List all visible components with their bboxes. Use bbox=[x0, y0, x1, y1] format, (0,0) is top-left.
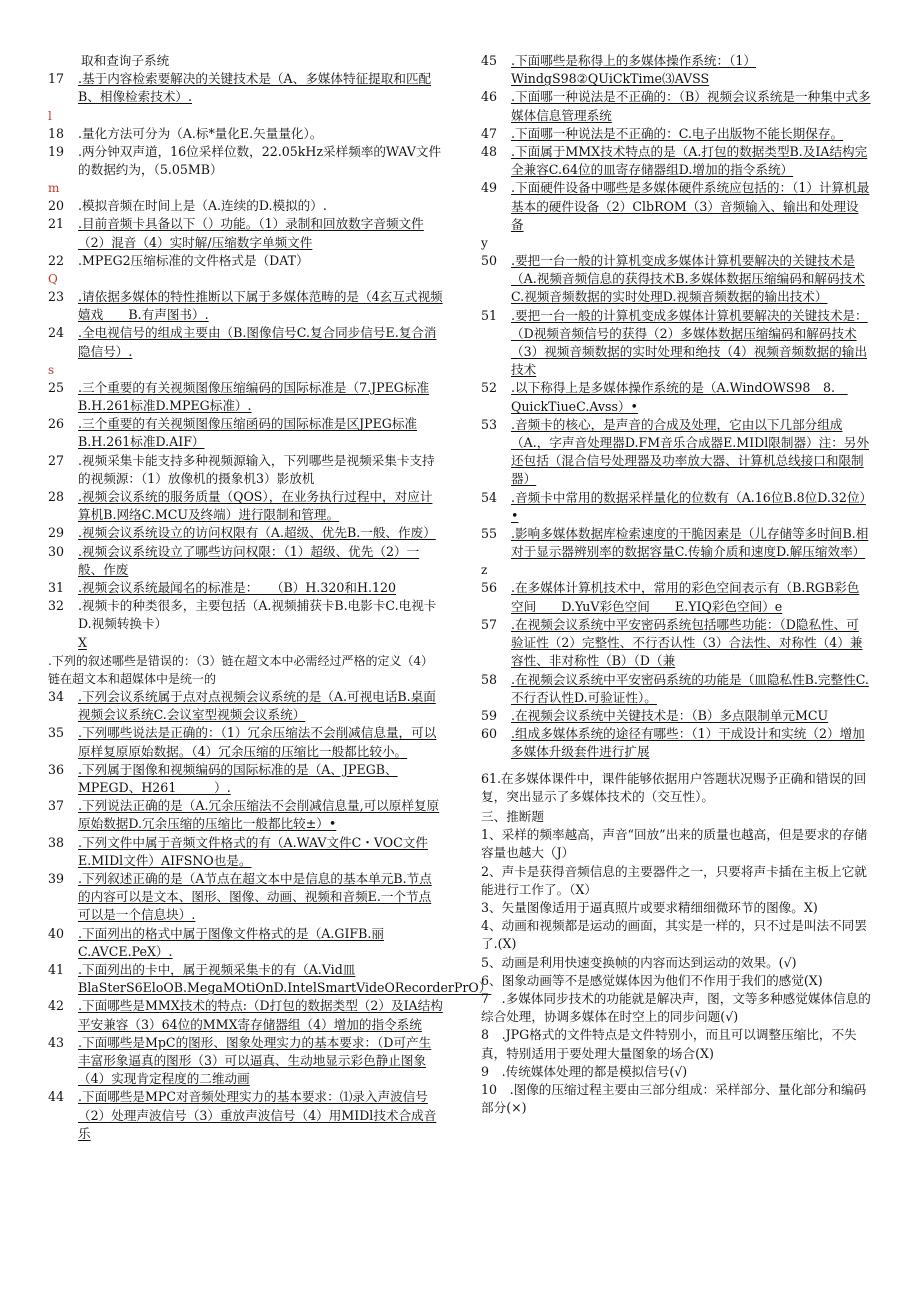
item-number: 35 bbox=[48, 725, 65, 741]
item-text: .视频会议系统最闻名的标准是： （B）H.320和H.120 bbox=[78, 580, 396, 596]
item-text: .在视频会议系统中平安密码系统包括哪些功能：（D隐私性、可验证性（2）完整性、不行否认性（3）合法性、对称性（4）兼容性、非对称性（B）（D（兼 bbox=[511, 616, 863, 669]
list-item bbox=[48, 70, 443, 106]
item-number: 53 bbox=[481, 416, 498, 432]
list-item: 取和查询子系统 bbox=[81, 53, 170, 68]
item-number: 52 bbox=[481, 380, 498, 396]
index-letter: l bbox=[48, 108, 52, 123]
item-number: 29 bbox=[48, 525, 65, 541]
item-number: 17 bbox=[48, 71, 65, 87]
index-letter: z bbox=[481, 563, 488, 578]
judge-item: 6、图象动画等不是感觉媒体因为他们不作用于我们的感觉(X) bbox=[481, 972, 823, 988]
item-number: 41 bbox=[48, 961, 65, 977]
item-number: 18 bbox=[48, 125, 65, 141]
index-letter: Q bbox=[48, 272, 58, 287]
item-text: .影响多媒体数据库检索速度的干脆因素是（儿存储等多时间B.相对于显示器辨别率的数据容量C.传输介质和速度D.解压缩效率） bbox=[511, 526, 869, 560]
item-text: .下面列出的卡中，属于视频采集卡的有（A.Vid皿BlaSterS6EloOB.MegaMOtiOnD.IntelSmartVideORecorderPrO） bbox=[78, 961, 492, 996]
item-text: .下面哪些是称得上的多媒体操作系统：（1）WindgS98②QUiCkTime⑶AVSS bbox=[511, 53, 756, 87]
item-number: 38 bbox=[48, 834, 65, 850]
item-number: 23 bbox=[48, 289, 65, 305]
index-letter: m bbox=[48, 181, 60, 196]
item-text: .音频卡的核心，是声音的合成及处理，它由以下几部分组成（A.，字声音处理器D.FM音乐合成器E.MIDl限制器）注：另外还包括（混合信号处理器及功率放大器、计算机总线接口和限制器） bbox=[511, 416, 870, 487]
item-text: .下面属于MMX技术特点的是（A.打包的数据类型B.及IA结构完全兼容C.64位的皿寄存储器组D.增加的指令系统） bbox=[511, 144, 868, 178]
item-number: 54 bbox=[481, 489, 498, 505]
list-item bbox=[48, 125, 443, 143]
judge-item: 10 .图像的压缩过程主要由三部分组成：采样部分、量化部分和编码部分(×) bbox=[481, 1081, 867, 1116]
item-text: .视频会议系统的服务质量（QOS），在业务执行过程中，对应计算机B.网络C.MCU及终端）进行限制和管理。 bbox=[78, 489, 433, 523]
list-item bbox=[481, 416, 871, 489]
list-item bbox=[481, 579, 871, 615]
list-item bbox=[481, 52, 871, 88]
list-item bbox=[48, 524, 443, 542]
item-number: 51 bbox=[481, 307, 498, 323]
list-item bbox=[48, 452, 443, 488]
judge-item: 7 .多媒体同步技术的功能就是解决声，图，文等多种感觉媒体信息的综合处理，协调多媒体在时空上的同步问题(√) bbox=[481, 990, 871, 1025]
list-item bbox=[48, 379, 443, 415]
item-number: 48 bbox=[481, 144, 498, 160]
right-column bbox=[481, 52, 871, 1117]
item-number: 27 bbox=[48, 452, 65, 468]
item-number: 26 bbox=[48, 416, 65, 432]
item-number: 60 bbox=[481, 726, 498, 742]
list-item bbox=[48, 597, 443, 633]
item-text: .下列会议系统属于点对点视频会议系统的是（A.可视电话B.桌面视频会议系统C.会议室型视频会议系统） bbox=[78, 688, 436, 723]
list-item bbox=[48, 925, 443, 961]
list-item bbox=[481, 143, 871, 179]
item-number: 46 bbox=[481, 89, 498, 105]
list-item bbox=[481, 252, 871, 307]
item-text: .下面硬件设备中哪些是多媒体硬件系统应包括的：（1）计算机最基本的硬件设备（2）ClbROM（3）音频输入、输出和处理设备 bbox=[511, 180, 870, 232]
list-item bbox=[48, 688, 443, 724]
list-item bbox=[481, 725, 871, 761]
item-text: .下面哪些是MPC对音频处理实力的基本要求：⑴录入声波信号（2）处理声波信号（3）重放声波信号（4）用MIDl技术合成音乐 bbox=[78, 1089, 437, 1141]
item-text: .模拟音频在时间上是（A.连续的D.模拟的）. bbox=[78, 198, 327, 214]
item-number: 20 bbox=[48, 198, 65, 214]
item-number: 28 bbox=[48, 489, 65, 505]
item-text: .下面哪一种说法是不正确的：（B）视频会议系统是一种集中式多媒体信息管理系统 bbox=[511, 89, 871, 123]
item-text: .三个重要的有关视频图像压缩函码的国际标准是区JPEG标准B.H.261标准D.AIF） bbox=[78, 416, 418, 450]
item-number: 34 bbox=[48, 688, 65, 704]
list-item bbox=[481, 489, 871, 525]
item-text: .请依据多媒体的特性推断以下属于多媒体范畴的是（4玄互式视频嬉戏 B.有声图书）. bbox=[78, 289, 443, 323]
item-number: 22 bbox=[48, 252, 65, 268]
item-number: 21 bbox=[48, 216, 65, 232]
item-number: 37 bbox=[48, 798, 65, 814]
list-item bbox=[48, 215, 443, 251]
list-item bbox=[48, 579, 443, 597]
item-text: .下面哪些是MMX技术的特点:（D打包的数据类型（2）及IA结构平安兼容（3）64位的MMX寄存储器组（4）增加的指令系统 bbox=[78, 998, 443, 1032]
list-item bbox=[48, 1088, 443, 1143]
item-number: 47 bbox=[481, 125, 498, 141]
item-number: 19 bbox=[48, 143, 65, 159]
item-number: 57 bbox=[481, 616, 498, 632]
item-number: 39 bbox=[48, 870, 65, 886]
list-item bbox=[48, 288, 443, 324]
item-number: 42 bbox=[48, 998, 65, 1014]
list-item bbox=[48, 634, 443, 652]
item-text: .视频会议系统设立了哪些访问权限：（1）超级、优先（2）一般、作废 bbox=[78, 543, 420, 577]
judge-item: 1、采样的频率越高，声音“回放”出来的质量也越高，但是要求的存储容量也越大（J） bbox=[481, 827, 868, 861]
item-text: .下面哪些是MpC的图形、图象处理实力的基本要求：（D可产生丰富形象逼真的图形（3）可以逼真、生动地显示彩色静止图象（4）实现肯定程度的二维动画 bbox=[78, 1034, 432, 1087]
item-text: .量化方法可分为（A.标*量化E.矢量量化）。 bbox=[78, 125, 323, 141]
item-text: .下面哪一种说法是不正确的：C.电子出版物不能长期保存。 bbox=[511, 125, 844, 141]
item-text: X bbox=[78, 634, 87, 650]
item-text: .基于内容检索要解决的关键技术是（A、多媒体特征提取和匹配B、相像检索技术）. bbox=[78, 71, 432, 105]
item-text: .要把一台一般的计算机变成多媒体计算机要解决的关键技术是（A.视频音频信息的获得技术B.多媒体数据压缩编码和解码技术C.视频音频数据的实时处理D.视频音频数据的输出技术） bbox=[511, 253, 865, 305]
item-text: .下列哪些说法是正确的：（1）冗余压缩法不会削减信息量，可以原样复原原始数据。（4）冗余压缩的压缩比一般都比较小。 bbox=[78, 725, 437, 759]
item-text: .三个重要的有关视频图像压缩编码的国际标准是（7.JPEG标准B.H.261标准D.MPEG标准）. bbox=[78, 379, 430, 414]
item-number: 40 bbox=[48, 925, 65, 941]
list-item bbox=[48, 324, 443, 360]
list-item bbox=[481, 307, 871, 380]
item-text: .组成多媒体系统的途径有哪些：（1）干成设计和实统（2）增加多媒体升级套件进行扩展 bbox=[511, 726, 865, 760]
judge-item: 5、动画是利用快速变换帧的内容而达到运动的效果。(√) bbox=[481, 954, 797, 970]
item-text: .视频会议系统设立的访问权限有（A.超级、优先B.一般、作废） bbox=[78, 525, 436, 541]
list-item bbox=[481, 707, 871, 725]
item-text: .全电视信号的组成主要由（B.图像信号C.复合同步信号E.复合消隐信号）. bbox=[78, 325, 437, 359]
item-number: 45 bbox=[481, 53, 498, 68]
item-text: .目前音频卡具备以下（）功能。（1）录制和回放数字音频文件（2）混音（4）实时解/压缩数字单频文件 bbox=[78, 216, 424, 250]
item-number: 50 bbox=[481, 253, 498, 269]
list-item bbox=[48, 488, 443, 524]
item-number: 36 bbox=[48, 761, 65, 777]
list-item bbox=[481, 671, 871, 707]
item-text: .下列文件中属于音频文件格式的有（A.WAV文件C・VOC文件E.MIDl文件）AIFSNO也是。 bbox=[78, 834, 428, 868]
list-item bbox=[481, 179, 871, 234]
item-text: .两分钟双声道，16位采样位数，22.05kHz采样频率的WAV文件的数据约为，（5.05MB） bbox=[78, 143, 442, 178]
list-item bbox=[48, 197, 443, 215]
item-text: .在视频会议系统中关键技术是：（B）多点限制单元MCU bbox=[511, 707, 829, 723]
index-letter: s bbox=[48, 362, 55, 377]
item-number: 32 bbox=[48, 598, 65, 614]
item-text: .下列叙述正确的是（A节点在超文本中是信息的基本单元B.节点的内容可以是文本、图形、图像、动画、视频和音频E.一个节点可以是一个信息块）. bbox=[78, 870, 432, 923]
item-text: .视频卡的种类很多，主要包括（A.视频捕获卡B.电影卡C.电视卡D.视频转换卡） bbox=[78, 598, 437, 632]
list-item bbox=[48, 143, 443, 179]
item-text: .视频采集卡能支持多种视频源输入，下列哪些是视频采集卡支持的视频源：（1）放像机的摄象机3）影放机 bbox=[78, 452, 435, 486]
item-number: 49 bbox=[481, 180, 498, 196]
list-item bbox=[48, 724, 443, 760]
list-item bbox=[481, 125, 871, 143]
item-number: 25 bbox=[48, 379, 65, 395]
list-item bbox=[48, 870, 443, 925]
judge-item: 9 .传统媒体处理的都是模拟信号(√) bbox=[481, 1063, 688, 1079]
index-letter: y bbox=[481, 236, 488, 251]
list-item bbox=[481, 616, 871, 671]
item-number: 58 bbox=[481, 671, 498, 687]
list-item bbox=[48, 834, 443, 870]
list-item bbox=[48, 415, 443, 451]
judge-item: 4、动画和视频都是运动的画面，其实是一样的，只不过是叫法不同罢了.(X) bbox=[481, 918, 867, 952]
list-item bbox=[48, 252, 443, 270]
list-item bbox=[48, 761, 443, 797]
question-61: 61.在多媒体课件中，课件能够依据用户答题状况赐予正确和错误的回复，突出显示了多媒体技术的（交互性）。 bbox=[481, 770, 867, 804]
list-item bbox=[481, 88, 871, 124]
list-item bbox=[481, 379, 871, 415]
item-number: 44 bbox=[48, 1089, 65, 1105]
item-text: .在视频会议系统中平安密码系统的功能是（皿隐私性B.完整性C.不行否认性D.可验证性）。 bbox=[511, 671, 869, 705]
judge-item: 8 .JPG格式的文件特点是文件特别小，而且可以调整压缩比，不失真，特别适用于要处理大量图象的场合(X) bbox=[481, 1027, 857, 1061]
item-text: .要把一台一般的计算机变成多媒体计算机要解决的关键技术是：（D视频音频信号的获得（2）多媒体数据压缩编码和解码技术（3）视频音频数据的实时处理和绝技（4）视频音频数据的输出技术 bbox=[511, 307, 868, 378]
list-item bbox=[48, 797, 443, 833]
item-text: .以下称得上是多媒体操作系统的是（A.WindOWS98 8. QuickTiueC.Avss）• bbox=[511, 380, 848, 414]
list-item bbox=[48, 543, 443, 579]
item-text: .下列说法正确的是（A.冗余压缩法不会削减信息量,可以原样复原原始数据D.冗余压缩的压缩比一般都比较±）• bbox=[78, 798, 440, 832]
item-text: .音频卡中常用的数据采样量化的位数有（A.16位B.8位D.32位）• bbox=[511, 489, 866, 523]
item-number: 31 bbox=[48, 580, 65, 596]
item-text: .下列属于图像和视频编码的国际标准的是（A、JPEGB、MPEGD、H261 ）. bbox=[78, 761, 398, 795]
item-text: .在多媒体计算机技术中，常用的彩色空间表示有（B.RGB彩色空间 D.YuV彩色空间 E.YIQ彩色空间）e bbox=[511, 580, 860, 614]
item-number: 24 bbox=[48, 325, 65, 341]
judge-item: 3、矢量图像适用于逼真照片或要求精细细微环节的图像。X) bbox=[481, 899, 818, 915]
list-item bbox=[48, 961, 492, 997]
item-number: 55 bbox=[481, 526, 498, 542]
item-text: .下面列出的格式中属于图像文件格式的是（A.GIFB.丽C.AVCE.PeX）. bbox=[78, 925, 385, 959]
item-number: 43 bbox=[48, 1034, 65, 1050]
section-heading: 三、推断题 bbox=[481, 808, 544, 824]
index-letter: .下列的叙述哪些是错误的：（3）链在超文本中必需经过严格的定义（4）链在超文本和超媒体中是统一的 bbox=[48, 653, 434, 686]
item-number: 56 bbox=[481, 580, 498, 596]
list-item bbox=[481, 525, 871, 561]
item-text: .MPEG2压缩标准的文件格式是（DAT） bbox=[78, 252, 309, 268]
list-item bbox=[48, 997, 443, 1033]
item-number: 59 bbox=[481, 707, 498, 723]
item-number: 30 bbox=[48, 543, 65, 559]
judge-item: 2、声卡是获得音频信息的主要器件之一，只要将声卡插在主板上它就能进行工作了。（X） bbox=[481, 863, 867, 897]
list-item bbox=[48, 1034, 443, 1089]
